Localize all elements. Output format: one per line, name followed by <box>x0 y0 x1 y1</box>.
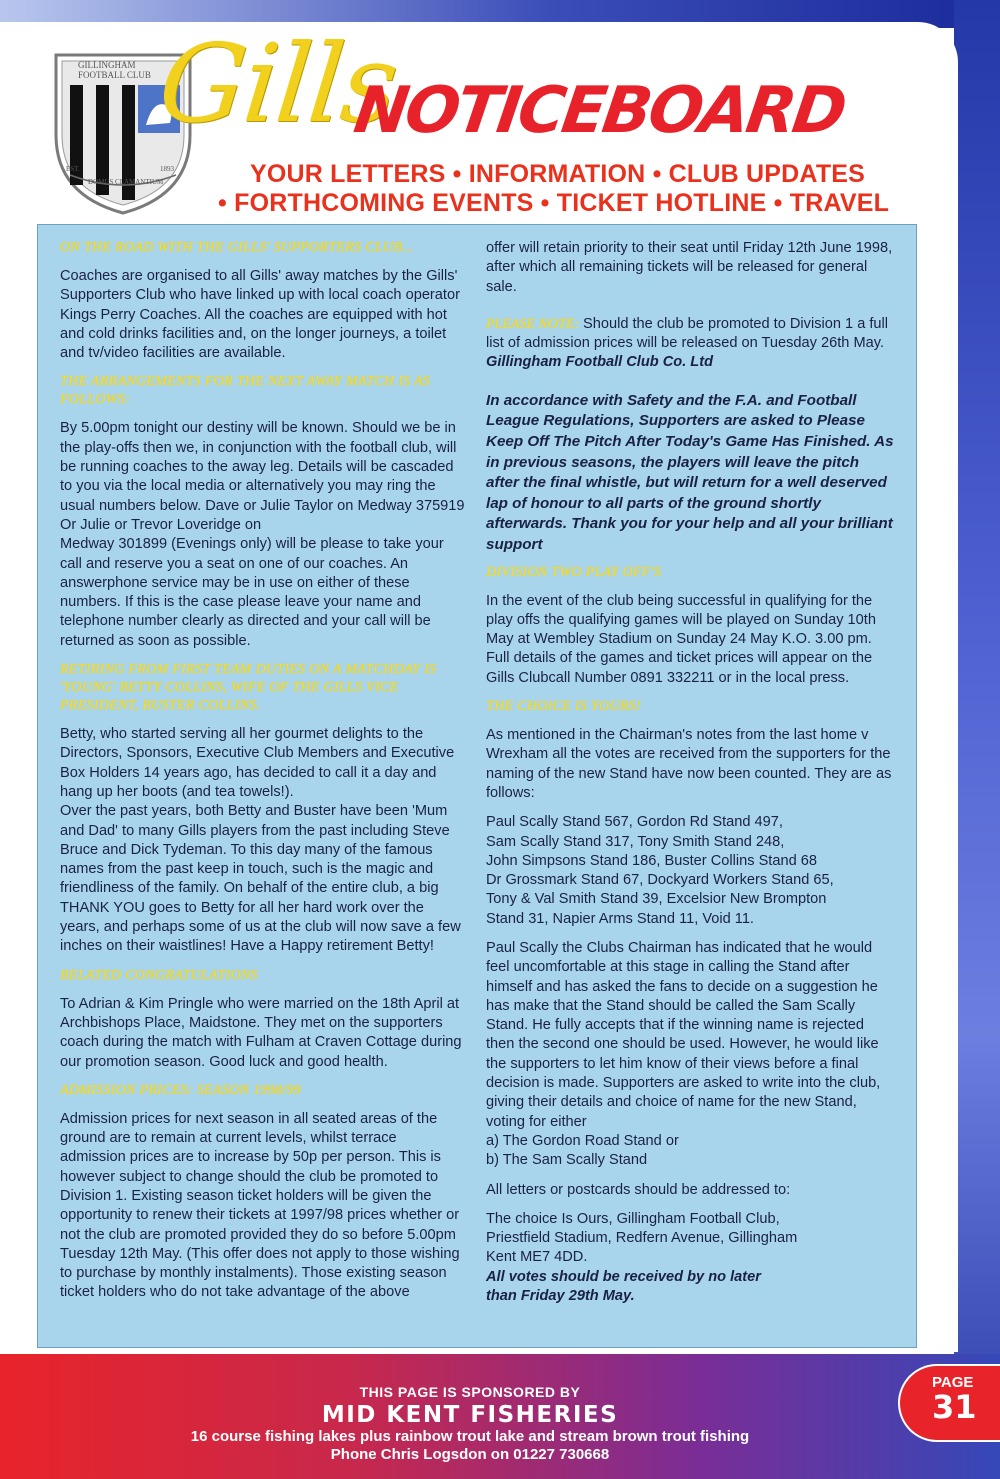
heading-admission-prices: ADMISSION PRICES: SEASON 1998/99 <box>60 1082 301 1098</box>
vote-line: John Simpsons Stand 186, Buster Collins Stand 68 <box>486 852 817 869</box>
sponsor-phone: Phone Chris Logsdon on 01227 730668 <box>330 1446 610 1463</box>
please-note-text: Should the club be promoted to Division 1 a full list of admission prices will be released on Tuesday 26th May. <box>486 315 889 352</box>
crest-year: 1893 <box>160 165 174 173</box>
vote-line: Sam Scally Stand 317, Tony Smith Stand 248, <box>486 833 785 850</box>
please-note-label: PLEASE NOTE: <box>486 316 579 332</box>
subhead-line-1: YOUR LETTERS • INFORMATION • CLUB UPDATES <box>250 160 866 188</box>
paragraph-mum-and-dad: Over the past years, both Betty and Buster have been 'Mum and Dad' to many Gills players from the past including Steve Bruce and Dick Tydeman. To this day many of the famous names from the past keep in touch, such is the magic and friendliness of the family. On behalf of the entire club, a big THANK YOU goes to Betty for all her hard work over the years, and perhaps some of us at the club will now save a few inches on their waistlines! Have a Happy retirement Betty! <box>60 803 461 955</box>
page-number: 31 <box>932 1388 977 1426</box>
paragraph-offer-retain: offer will retain priority to their seat until Friday 12th June 1998, after which all remaining tickets will be released for general sale. <box>486 240 893 295</box>
paragraph-destiny: By 5.00pm tonight our destiny will be known. Should we be in the play-offs then we, in conjunction with the football club, will be running coaches to the away leg. Details will be cascaded to you via the local media or alternatively you may ring the usual numbers below. Dave or Julie Taylor on Medway 375919 Or Julie or Trevor Loveridge on <box>60 420 465 533</box>
noticeboard-title: NOTICEBOARD <box>349 74 849 148</box>
paragraph-please-note <box>486 315 894 373</box>
paragraph-coaches: Coaches are organised to all Gills' away matches by the Gills' Supporters Club who have linked up with local coach operator Kings Perry Coaches. All the coaches are equipped with hot and cold drinks facilities and, on the longer journeys, a toilet and tv/video facilities are available. <box>60 268 460 362</box>
address-line: Kent ME7 4DD. <box>486 1249 588 1266</box>
club-signature: Gillingham Football Club Co. Ltd <box>486 354 713 371</box>
heading-betty-collins: RETIRING FROM FIRST TEAM DUTIES ON A MATCHDAY IS 'YOUNG' BETTY COLLINS, WIFE OF THE GILLS VICE PRESIDENT, BUSTER COLLINS. <box>60 662 437 714</box>
vote-line: Tony & Val Smith Stand 39, Excelsior New Brompton <box>486 891 827 908</box>
page-number-badge <box>898 1364 1000 1442</box>
paragraph-chairman-view: Paul Scally the Clubs Chairman has indicated that he would feel uncomfortable at this stage in calling the Stand after himself and has asked the fans to decide on a suggestion he has make that the Stand should be called the Sam Scally Stand. He fully accepts that if the winning name is rejected then the second one should be used. However, he would like the supporters to let him know of their views before a final decision is made. Supporters are asked to write into the club, giving their details and choice of name for the new Stand, voting for either <box>486 939 881 1130</box>
vote-line: Dr Grossmark Stand 67, Dockyard Workers Stand 65, <box>486 872 834 889</box>
gills-script-title: Gills <box>153 22 402 147</box>
heading-play-offs: DIVISION TWO PLAY OFF'S <box>486 564 662 580</box>
paragraph-medway: Medway 301899 (Evenings only) will be please to take your call and reserve you a seat on one of our coaches. An answerphone service may be in use on either of these numbers. If this is the case please leave your name and telephone number clearly as directed and your call will be returned as soon as possible. <box>60 536 444 649</box>
deadline-line: than Friday 29th May. <box>486 1288 635 1305</box>
vote-line: Stand 31, Napier Arms Stand 11, Void 11. <box>486 910 754 927</box>
paragraph-play-offs: In the event of the club being successful in qualifying for the play offs the qualifying games will be played on Sunday 10th May at Wembley Stadium on Sunday 24 May K.O. 3.00 pm. Full details of the games and ticket prices will appear on the Gills Clubcall Number 0891 332211 or in the local press. <box>486 592 876 686</box>
sponsor-name: MID KENT FISHERIES <box>321 1402 619 1428</box>
deadline-line: All votes should be received by no later <box>486 1268 761 1285</box>
option-a: a) The Gordon Road Stand or <box>486 1132 679 1149</box>
left-column <box>60 239 465 1313</box>
option-b: b) The Sam Scally Stand <box>486 1152 648 1169</box>
heading-choice-is-yours: THE CHOICE IS YOURS! <box>486 699 641 715</box>
notice-board-panel <box>37 224 917 1348</box>
address-line: Priestfield Stadium, Redfern Avenue, Gillingham <box>486 1230 798 1247</box>
paragraph-keep-off-pitch: In accordance with Safety and the F.A. and Football League Regulations, Supporters are asked to Please Keep Off The Pitch After Today's Game Has Finished. As in previous seasons, the players will leave the pitch after the final whistle, but will return for a well deserved lap of honour to all parts of the ground shortly afterwards. Thank you for your help and all your brilliant support <box>486 391 894 553</box>
heading-congratulations: BELATED CONGRATULATIONS <box>60 967 258 983</box>
sponsor-intro: THIS PAGE IS SPONSORED BY <box>359 1384 581 1400</box>
paragraph-chairmans-notes: As mentioned in the Chairman's notes from the last home v Wrexham all the votes are received from the supporters for the naming of the new Stand have now been counted. They are as follows: <box>486 727 892 801</box>
paragraph-admission: Admission prices for next season in all seated areas of the ground are to remain at current levels, whilst terrace admission prices are to increase by 50p per person. This is however subject to change should the club be promoted to Division 1. Existing season ticket holders will be given the opportunity to renew their tickets at 1997/98 prices whether or not the club are promoted provided they do so before 5.00pm Tuesday 12th May. (This offer does not apply to those wishing to purchase by monthly instalments). Those existing season ticket holders who do not take advantage of the above <box>60 1110 460 1301</box>
sponsor-description: 16 course fishing lakes plus rainbow trout lake and stream brown trout fishing <box>190 1428 750 1445</box>
crest-est: EST. <box>66 165 80 173</box>
heading-supporters-club: ON THE ROAD WITH THE GILLS' SUPPORTERS CLUB... <box>60 240 414 255</box>
subhead-line-2: • FORTHCOMING EVENTS • TICKET HOTLINE • TRAVEL <box>218 189 890 217</box>
vote-line: Paul Scally Stand 567, Gordon Rd Stand 497, <box>486 814 783 831</box>
paragraph-pringle: To Adrian & Kim Pringle who were married on the 18th April at Archbishops Place, Maidstone. They met on the supporters coach during the match with Fulham at Craven Cottage during our promotion season. Good luck and good health. <box>60 995 462 1070</box>
heading-arrangements: THE ARRANGEMENTS FOR THE NEXT AWAY MATCH IS AS FOLLOWS: <box>60 374 431 408</box>
paragraph-address-intro: All letters or postcards should be addressed to: <box>486 1181 791 1198</box>
address-line: The choice Is Ours, Gillingham Football Club, <box>486 1210 780 1227</box>
right-column <box>486 239 894 1306</box>
right-color-edge <box>954 0 1000 1479</box>
page-label: PAGE <box>932 1374 974 1391</box>
paragraph-betty: Betty, who started serving all her gourmet delights to the Directors, Sponsors, Executive Club Members and Executive Box Holders 14 years ago, has decided to call it a day and hang up her boots (and tea towels!). <box>60 726 455 800</box>
crest-motto: DOMUS CLAMANTIUM <box>88 178 164 186</box>
vote-results-list <box>486 813 894 929</box>
crest-text-top: GILLINGHAM FOOTBALL CLUB <box>78 60 151 80</box>
